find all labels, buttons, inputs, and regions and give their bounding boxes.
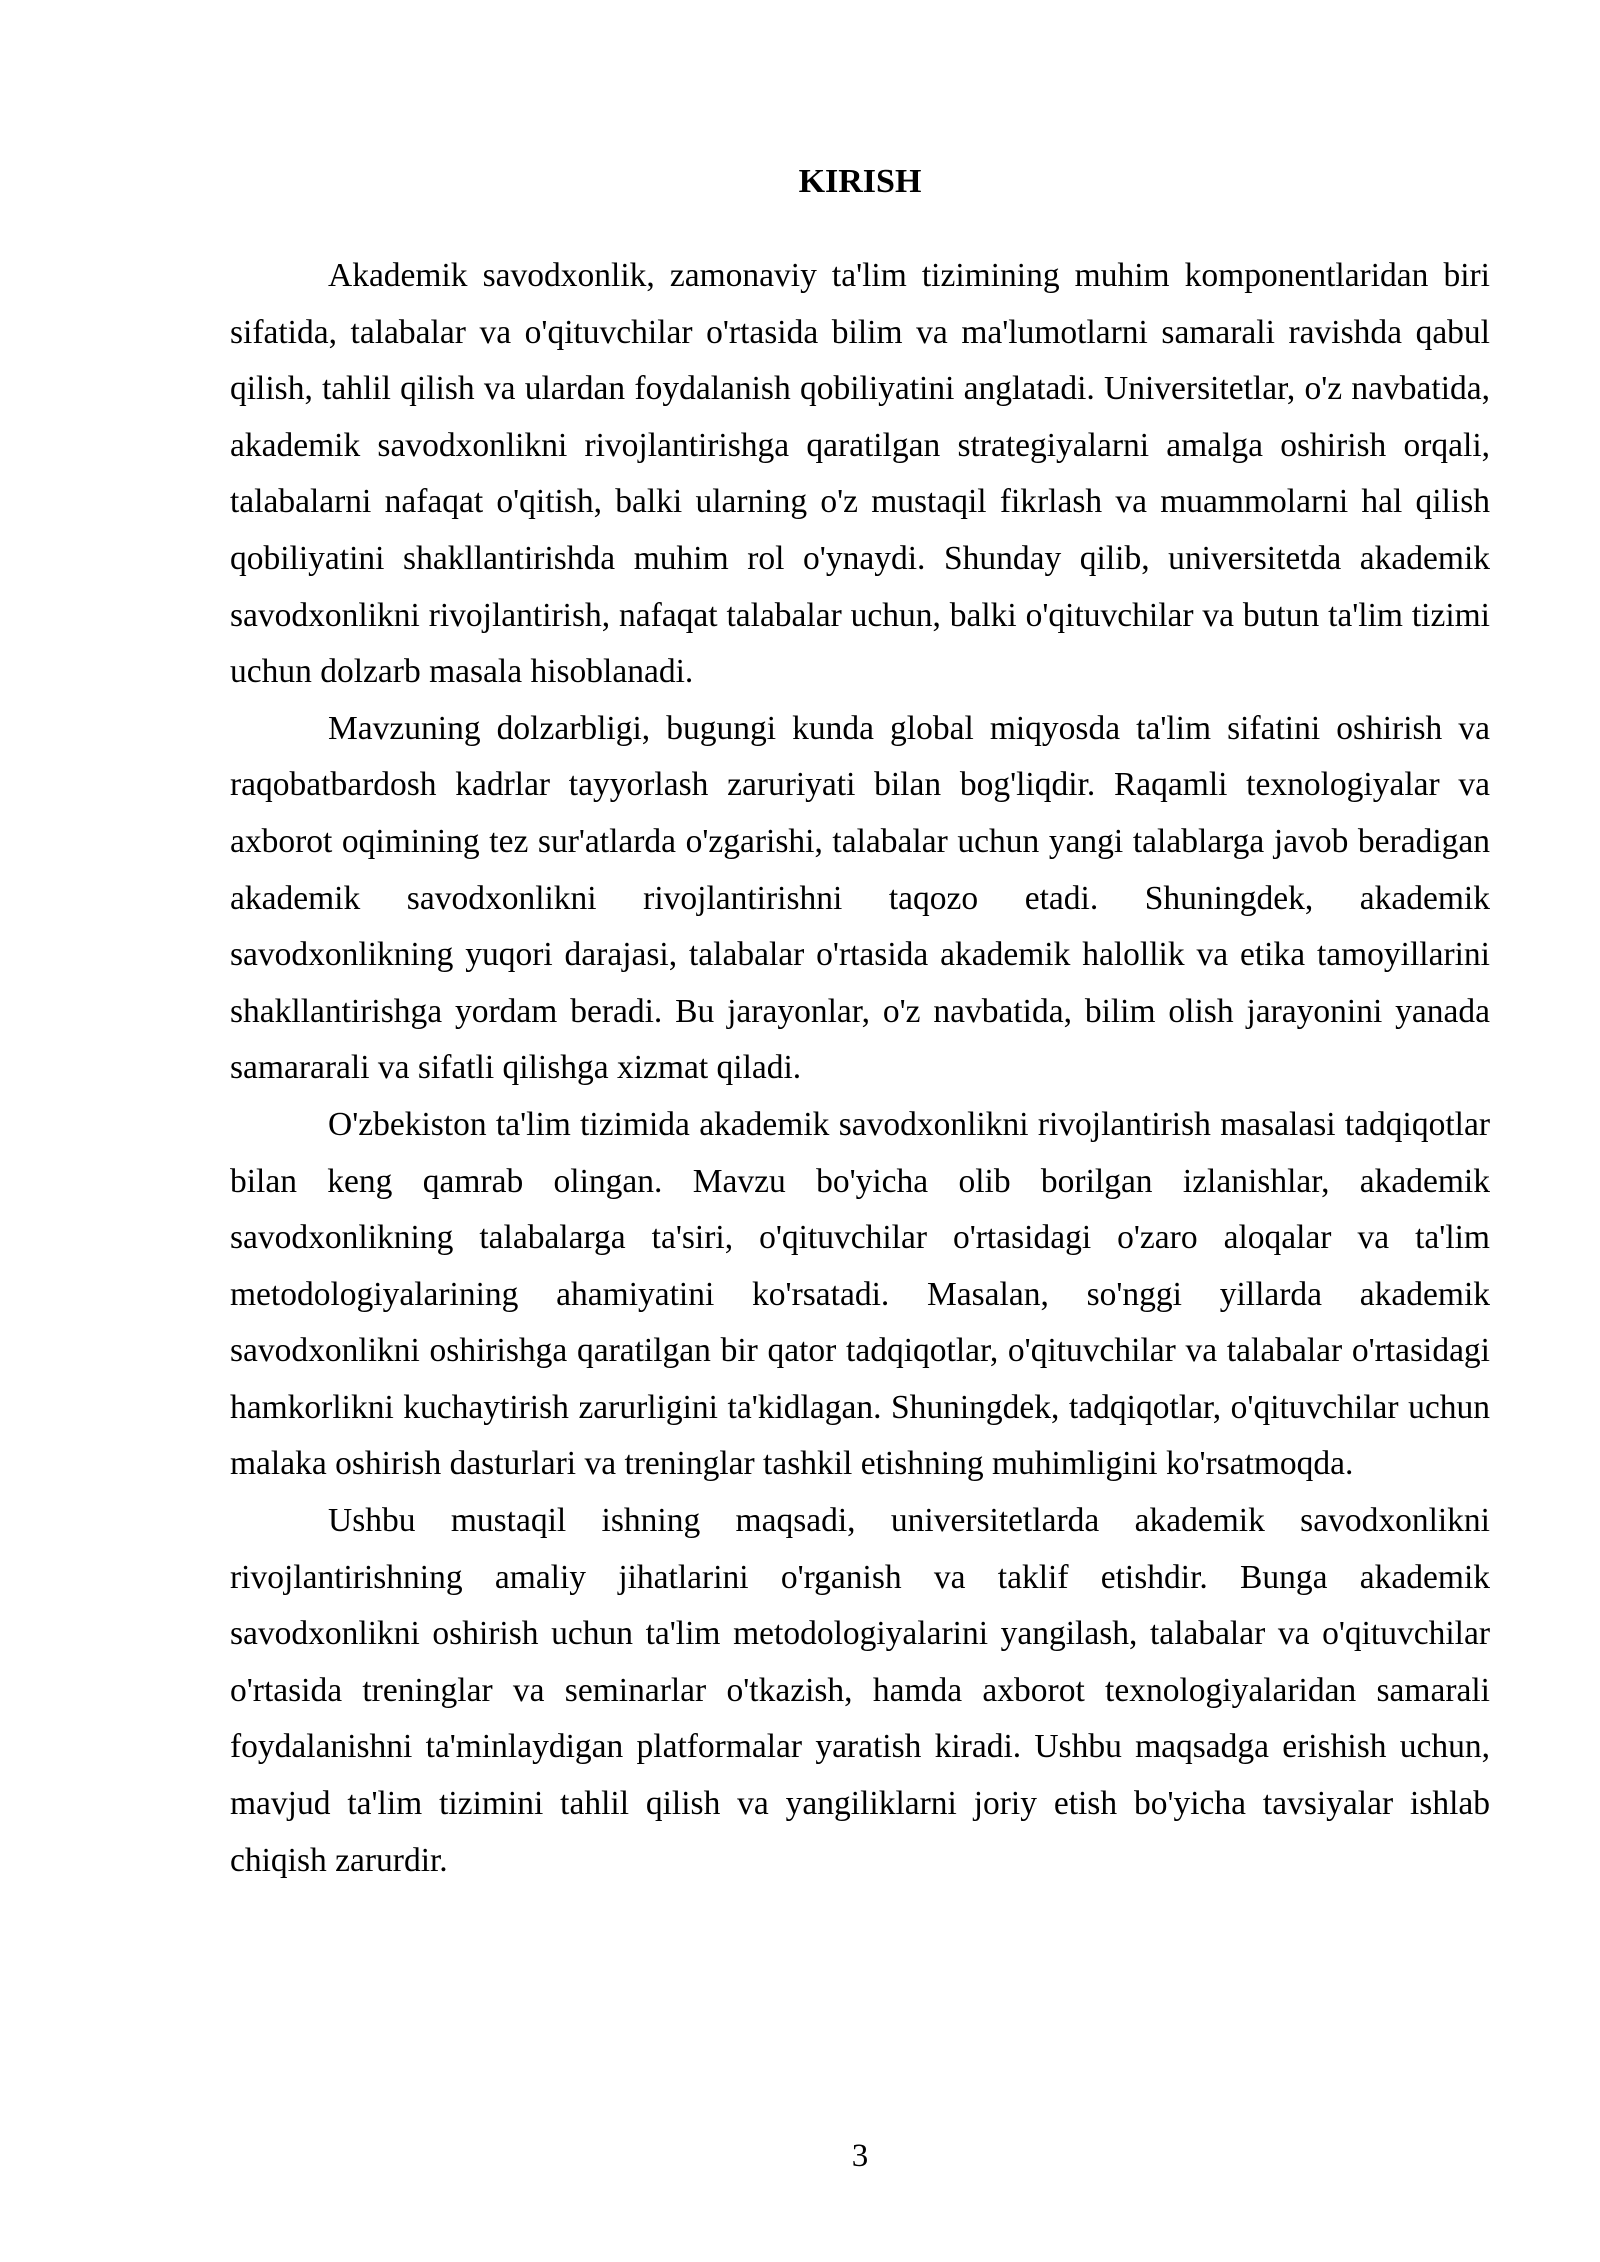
- paragraph-intro: Akademik savodxonlik, zamonaviy ta'lim tizimining muhim komponentlaridan biri sifatida, talabalar va o'qituvchilar o'rtasida bilim va ma'lumotlarni samarali ravishda qabul qilish, tahlil qilish va ulardan foydalanish qobiliyatini anglatadi. Universitetlar, o'z navbatida, akademik savodxonlikni rivojlantirishga qaratilgan strategiyalarni amalga oshirish orqali, talabalarni nafaqat o'qitish, balki ularning o'z mustaqil fikrlash va muammolarni hal qilish qobiliyatini shakllantirishda muhim rol o'ynaydi. Shunday qilib, universitetda akademik savodxonlikni rivojlantirish, nafaqat talabalar uchun, balki o'qituvchilar va butun ta'lim tizimi uchun dolzarb masala hisoblanadi.: [230, 257, 1490, 691]
- paragraph-research: O'zbekiston ta'lim tizimida akademik savodxonlikni rivojlantirish masalasi tadqiqotlar bilan keng qamrab olingan. Mavzu bo'yicha olib borilgan izlanishlar, akademik savodxonlikning talabalarga ta'siri, o'qituvchilar o'rtasidagi o'zaro aloqalar va ta'lim metodologiyalarining ahamiyatini ko'rsatadi. Masalan, so'nggi yillarda akademik savodxonlikni oshirishga qaratilgan bir qator tadqiqotlar, o'qituvchilar va talabalar o'rtasidagi hamkorlikni kuchaytirish zarurligini ta'kidlagan. Shuningdek, tadqiqotlar, o'qituvchilar uchun malaka oshirish dasturlari va treninglar tashkil etishning muhimligini ko'rsatmoqda.: [230, 1105, 1490, 1483]
- body-text: [230, 248, 1490, 1889]
- paragraph-goal: Ushbu mustaqil ishning maqsadi, universitetlarda akademik savodxonlikni rivojlantirishning amaliy jihatlarini o'rganish va taklif etishdir. Bunga akademik savodxonlikni oshirish uchun ta'lim metodologiyalarini yangilash, talabalar va o'qituvchilar o'rtasida treninglar va seminarlar o'tkazish, hamda axborot texnologiyalaridan samarali foydalanishni ta'minlaydigan platformalar yaratish kiradi. Ushbu maqsadga erishish uchun, mavjud ta'lim tizimini tahlil qilish va yangiliklarni joriy etish bo'yicha tavsiyalar ishlab chiqish zarurdir.: [230, 1502, 1490, 1879]
- page-title: KIRISH: [798, 163, 922, 200]
- page-number: 3: [851, 2138, 869, 2174]
- paragraph-relevance: Mavzuning dolzarbligi, bugungi kunda global miqyosda ta'lim sifatini oshirish va raqobatbardosh kadrlar tayyorlash zaruriyati bilan bog'liqdir. Raqamli texnologiyalar va axborot oqimining tez sur'atlarda o'zgarishi, talabalar uchun yangi talablarga javob beradigan akademik savodxonlikni rivojlantirishni taqozo etadi. Shuningdek, akademik savodxonlikning yuqori darajasi, talabalar o'rtasida akademik halollik va etika tamoyillarini shakllantirishga yordam beradi. Bu jarayonlar, o'z navbatida, bilim olish jarayonini yanada samararali va sifatli qilishga xizmat qiladi.: [230, 709, 1490, 1087]
